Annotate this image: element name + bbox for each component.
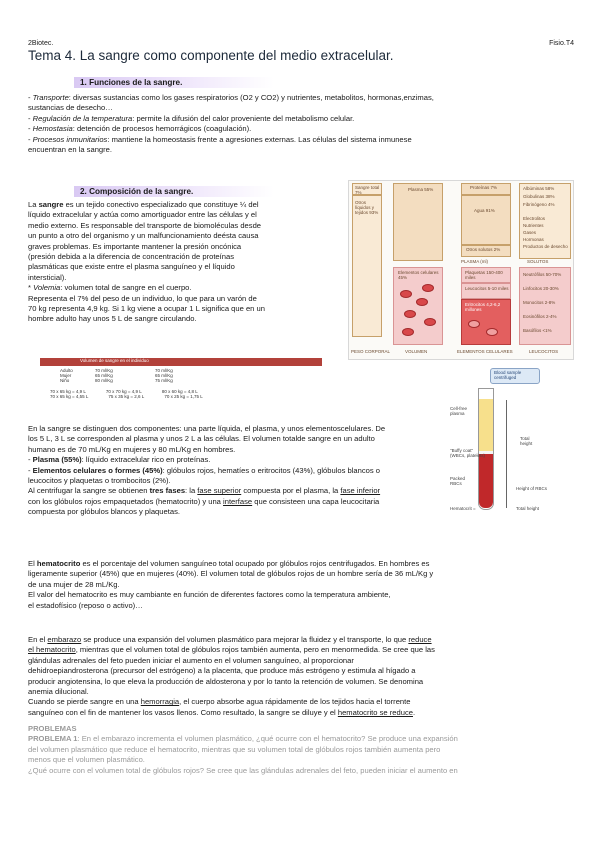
header-left: 2Biotec. xyxy=(28,40,54,47)
fig-label: Total height xyxy=(516,506,540,511)
plasma-box: Plasma 55% xyxy=(393,183,443,261)
item-term: Transporte xyxy=(32,93,69,102)
cells-box: Elementos celulares 45% xyxy=(393,267,443,345)
table-row: Mujer 65 ml/Kg 65 ml/Kg xyxy=(60,373,173,378)
problems-section: PROBLEMAS PROBLEMA 1: En el embarazo incrementa el volumen plasmático, ¿qué ocurre con el hematocrito? Se produce una expansión del volumen plasmático que reduce el hematocrito, mientras que su volumen total de glóbulos rojos también aumenta pero menos que el volumen plasmático. ¿Qué ocurre con el volumen total de glóbulos rojos? Se cree que las glándulas adrenales del feto, pueden iniciar el aumento en xyxy=(28,724,576,776)
platelets-box: Plaquetas 150-400 miles xyxy=(461,267,511,283)
item-term: Hemostasia xyxy=(32,124,73,134)
water-box: Agua 91% xyxy=(461,195,511,245)
term-volemia: Volemia xyxy=(33,283,61,293)
fig-label: "Buffy coat" (WBCs, platelets) xyxy=(450,448,486,458)
list-item: - Hemostasia: detención de procesos hemorrágicos (coagulación). xyxy=(28,124,252,134)
table-row: Niño 80 ml/Kg 75 ml/Kg xyxy=(60,378,173,383)
plasma-components-box: Albúminas 58% Globulinas 38% Fibrinógeno 4% Electrolitos Nutrientes Gases Hormonas Productos de desecho xyxy=(519,183,571,259)
item-term: Regulación de la temperatura xyxy=(32,113,133,123)
section1-list xyxy=(28,93,573,155)
table-foot: 70 x 65 kg = 4,55 L 75 x 35 kg = 2,6 L 70 x 25 kg = 1,75 L xyxy=(50,394,203,399)
table-row: Adulto 70 ml/Kg 70 ml/Kg xyxy=(60,368,173,373)
erythrocytes-box: Eritrocitos 4,2-6,2 millones xyxy=(461,299,511,345)
item-text: : permite la difusión del calor proveniente del metabolismo celular. xyxy=(132,113,355,123)
list-item-cont: sustancias de desecho… xyxy=(28,103,113,113)
section2-paragraph1: La sangre es un tejido conectivo especializado que constituye ¼ del líquido extracelular y actúa como amortiguador entre las células y el medio externo. Es responsable del transporte de biomoléculas desde un punto a otro del organismo y un malfuncionamiento deésta causa graves problemas. Es importante mantener la presión oncónica (presión debida a la diferencia de concentración de proteínas plasmáticas que existe entre el plasma sanguíneo y el líquido intersticial). * Volemia: volumen total de sangre en el cuerpo. Representa el 7% del peso de un individuo, lo que para un varón de 70 kg representa 4,9 kg. Si 1 kg viene a ocupar 1 L significa que en un hombre adulto hay unos 5 L de sangre circulando. xyxy=(28,200,265,324)
list-item: - Regulación de la temperatura: permite la difusión del calor proveniente del metabolismo celular. xyxy=(28,113,355,123)
plasma-label: PLASMA (ml) xyxy=(461,259,489,264)
fig-label: Hematocrit = xyxy=(450,506,476,511)
fig-label: Packed RBCs xyxy=(450,476,466,486)
problems-heading: PROBLEMAS xyxy=(28,724,77,733)
fig-label: VOLUMEN xyxy=(405,349,428,354)
term-sangre: sangre xyxy=(38,200,64,209)
term-plasma: Plasma (55%) xyxy=(32,455,82,465)
hematocrit-paragraph: El hematocrito es el porcentaje del volumen sanguíneo total ocupado por glóbulos rojos centrifugados. En hombres es ligeramente superior (45%) que en mujeres (40%). El volumen total de glóbulos rojos de un hombre sería de 36 mL/Kg y de una mujer de 28 mL/Kg. El valor del hematocrito es muy cambiante en función de diferentes factores como la temperatura ambiente, el estadofísico (reposo o activo)… xyxy=(28,559,434,610)
pregnancy-paragraph: En el embarazo se produce una expansión del volumen plasmático para mejorar la fluidez y el transporte, lo que reduce el hematocrito, mientras que el volumen total de glóbulos rojos también aumenta, pero en menormedida. Se cree que las glándulas adrenales del feto pueden iniciar el aumento en el volumen sanguíneo, al proporcionar dehidroepiandrosterona (precursor del estrógeno) a la placenta, que produce más estrógeno y estimula al hígado a producir angiotensina, lo que eleva la producción de aldosterona y por lo tanto la retención de volumen. Se denomina anemia dilucional. Cuando se pierde sangre en una hemorragia, el cuerpo absorbe agua rápidamente de los tejidos hacia el torrente sanguíneo con el fin de mantener los vasos llenos. Como resultado, la sangre se diluye y el hematocrito se reduce. xyxy=(28,635,435,717)
term-hematocrito: hematocrito xyxy=(36,559,81,568)
item-text: : detención de procesos hemorrágicos (coagulación). xyxy=(72,124,252,134)
fig-label: ELEMENTOS CELULARES xyxy=(457,349,513,354)
table-foot: 70 x 65 kg = 4,9 L 70 x 70 kg = 4,9 L 80 x 60 kg = 4,8 L xyxy=(50,389,198,394)
item-term: Procesos inmunitarios xyxy=(32,134,108,144)
tube-label-box: Blood sample centrifuged xyxy=(490,368,540,384)
solutes-label: SOLUTOS xyxy=(527,259,549,264)
proteins-box: Proteínas 7% xyxy=(461,183,511,195)
table-header: Volumen de sangre en el individuo xyxy=(40,358,322,366)
whole-blood-box: Sangre total 7% xyxy=(352,183,382,195)
section1-heading: 1. Funciones de la sangre. xyxy=(80,78,183,87)
header-right: Fisio.T4 xyxy=(549,40,574,47)
fig-label: PESO CORPORAL xyxy=(351,349,391,354)
section2-heading: 2. Composición de la sangre. xyxy=(80,187,194,196)
other-fluids-box: Otros líquidos y tejidos 93% xyxy=(352,195,382,337)
problem-label: PROBLEMA 1 xyxy=(28,734,78,744)
volume-table xyxy=(40,358,322,418)
fig-label: Height of RBCs xyxy=(516,486,548,491)
list-item-cont: encuentran en la sangre. xyxy=(28,145,113,155)
item-text: : diversas sustancias como los gases respiratorios (O2 y CO2) y nutrientes, metabolitos, hormonas,enzimas, xyxy=(68,93,434,102)
fig-label: Total height xyxy=(520,436,533,446)
solutes-box: Otros solutos 2% xyxy=(461,245,511,257)
item-text: : mantiene la homeostasis frente a agresiones externas. Las células del sistema inmunese xyxy=(107,134,412,144)
term-elementos: Elementos celulares o formes (45%) xyxy=(32,465,163,475)
page-title: Tema 4. La sangre como componente del medio extracelular. xyxy=(28,48,394,63)
list-item: - Transporte: diversas sustancias como los gases respiratorios (O2 y CO2) y nutrientes, metabolitos, hormonas,enzimas, xyxy=(28,93,434,102)
list-item: - Procesos inmunitarios: mantiene la homeostasis frente a agresiones externas. Las células del sistema inmunese xyxy=(28,134,412,144)
fig-label: LEUCOCITOS xyxy=(529,349,559,354)
blood-composition-figure xyxy=(348,180,574,360)
leukocyte-types-box: Neutrófilos 50-70% Linfocitos 20-30% Monocitos 2-8% Eosinófilos 2-4% Basófilos <1% xyxy=(519,267,571,345)
section2-paragraph3: En la sangre se distinguen dos componentes: una parte líquida, el plasma, y unos elementoscelulares. De los 5 L, 3 L se corresponden al plasma y unos 2 L a las células. El volumen totalde sangre en un adulto humano es de 70 mL/Kg en mujeres y 80 mL/Kg en hombres. - Plasma (55%): líquido extracelular rico en proteínas. - Elementos celulares o formes (45%): glóbulos rojos, hematíes o eritrocitos (43%), glóbulos blancos o leucocitos y plaquetas o trombocitos (2%). Al centrifugar la sangre se obtienen tres fases: la fase superior compuesta por el plasma, la fase inferior con los glóbulos rojos empaquetados (hematocrito) y una interfase que consisteen una capa leucocitaria compuesta por glóbulos blancos y plaquetas. xyxy=(28,424,386,517)
leukocytes-box: Leucocitos 5-10 miles xyxy=(461,283,511,299)
fig-label: Cell-free plasma xyxy=(450,406,468,416)
